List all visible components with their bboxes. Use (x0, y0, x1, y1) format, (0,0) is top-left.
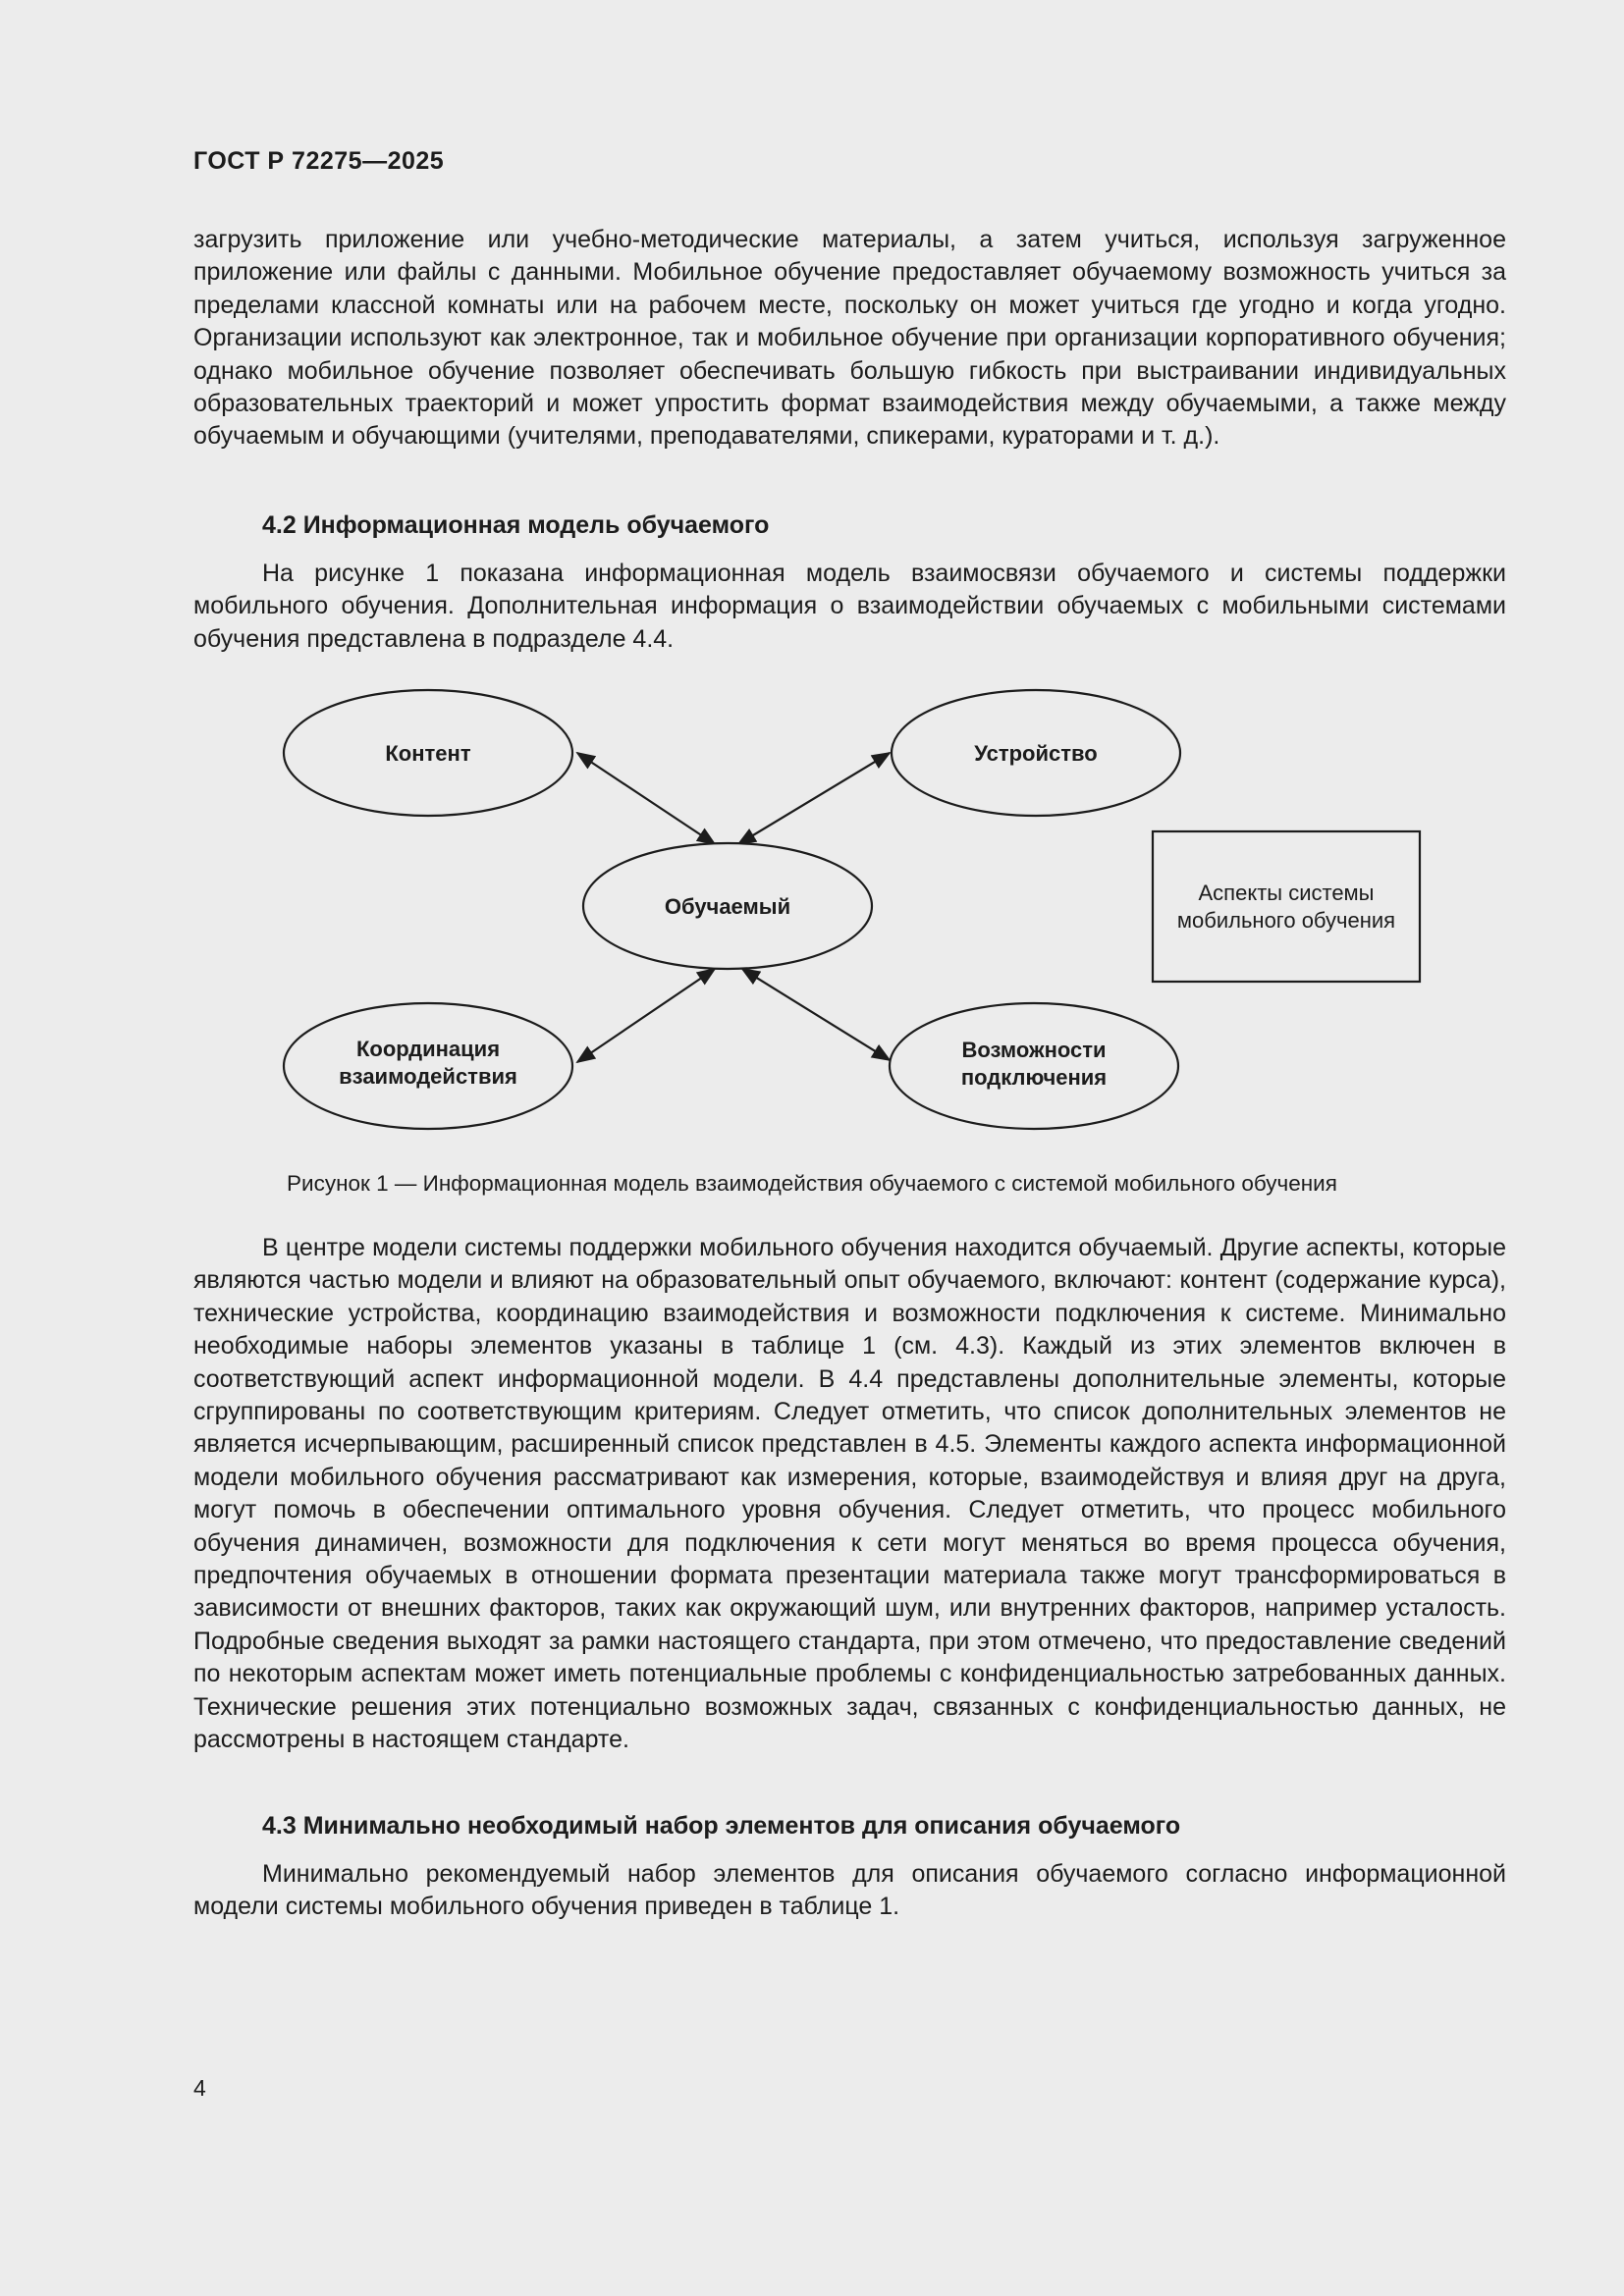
paragraph-table-intro-block (193, 1858, 1506, 1924)
page-number: 4 (193, 2075, 206, 2101)
arrow-learner-coordination (577, 969, 715, 1062)
node-coordination-label-1: Координация (355, 1037, 501, 1061)
figure-1 (0, 677, 1624, 1148)
section-heading-4-3: 4.3 Минимально необходимый набор элементов для описания обучаемого (262, 1812, 1181, 1840)
arrow-device-learner (738, 753, 890, 844)
standard-header: ГОСТ Р 72275—2025 (193, 147, 445, 175)
node-connectivity-label-2: подключения (960, 1065, 1108, 1090)
section-heading-4-2: 4.2 Информационная модель обучаемого (262, 511, 770, 539)
paragraph-table-intro: Минимально рекомендуемый набор элементов для описания обучаемого согласно информационной модели системы мобильного обучения приведен в таблице 1. (193, 1860, 1506, 1921)
paragraph-main-block (193, 1232, 1506, 1757)
paragraph-intro-block (193, 224, 1506, 454)
arrow-learner-connectivity (742, 969, 890, 1060)
node-coordination-label-2: взаимодействия (339, 1064, 517, 1089)
arrow-content-learner (577, 753, 715, 844)
node-connectivity-label-1: Возможности (961, 1038, 1107, 1062)
node-content-label: Контент (385, 741, 471, 766)
paragraph-main: В центре модели системы поддержки мобильного обучения находится обучаемый. Другие аспекты, которые являются частью модели и влияют на образовательный опыт обучаемого, включают: контент (содержание курса), технические устройства, координацию взаимодействия и возможности подключения к системе. Минимально необходимые наборы элементов указаны в таблице 1 (см. 4.3). Каждый из этих элементов включен в соответствующий аспект информационной модели. В 4.4 представлены дополнительные элементы, которые сгруппированы по соответствующим критериям. Следует отметить, что список дополнительных элементов не является исчерпывающим, расширенный список представлен в 4.5. Элементы каждого аспекта информационной модели мобильного обучения рассматривают как измерения, которые, взаимодействуя и влияя друг на друга, могут помочь в обеспечении оптимального уровня обучения. Следует отметить, что процесс мобильного обучения динамичен, возможности для подключения к сети могут меняться во время процесса обучения, предпочтения обучаемых в отношении формата презентации материала также могут трансформироваться в зависимости от внешних факторов, таких как окружающий шум, или внутренних факторов, например усталость. Подробные сведения выходят за рамки настоящего стандарта, при этом отмечено, что предоставление сведений по некоторым аспектам может иметь потенциальные проблемы с конфиденциальностью затребованных данных. Технические решения этих потенциально возможных задач, связанных с конфиденциальностью данных, не рассмотрены в настоящем стандарте. (193, 1234, 1506, 1754)
paragraph-continuation: загрузить приложение или учебно-методические материалы, а затем учиться, используя загруженное приложение или файлы с данными. Мобильное обучение предоставляет обучаемому возможность учиться за пределами классной комнаты или на рабочем месте, поскольку он может учиться где угодно и когда угодно. Организации используют как электронное, так и мобильное обучение при организации корпоративного обучения; однако мобильное обучение позволяет обеспечивать большую гибкость при выстраивании индивидуальных образовательных траекторий и может упростить формат взаимодействия между обучаемыми, а также между обучаемым и обучающими (учителями, преподавателями, спикерами, кураторами и т. д.). (193, 226, 1506, 451)
learner-model-diagram (0, 677, 1624, 1148)
legend-box (1153, 831, 1420, 982)
paragraph-figure-intro: На рисунке 1 показана информационная модель взаимосвязи обучаемого и системы поддержки мобильного обучения. Дополнительная информация о взаимодействии обучаемых с мобильными системами обучения представлена в подразделе 4.4. (193, 560, 1506, 653)
paragraph-figure-intro-block (193, 558, 1506, 656)
figure-caption: Рисунок 1 — Информационная модель взаимодействия обучаемого с системой мобильного обучения (287, 1171, 1337, 1196)
node-coordination (284, 1003, 572, 1129)
node-learner (583, 843, 872, 969)
node-device (892, 690, 1180, 816)
node-content (284, 690, 572, 816)
node-connectivity (890, 1003, 1178, 1129)
node-learner-label: Обучаемый (664, 894, 791, 919)
node-device-label: Устройство (974, 741, 1098, 766)
legend-label-2: мобильного обучения (1176, 908, 1396, 933)
legend-label-1: Аспекты системы (1198, 881, 1375, 905)
